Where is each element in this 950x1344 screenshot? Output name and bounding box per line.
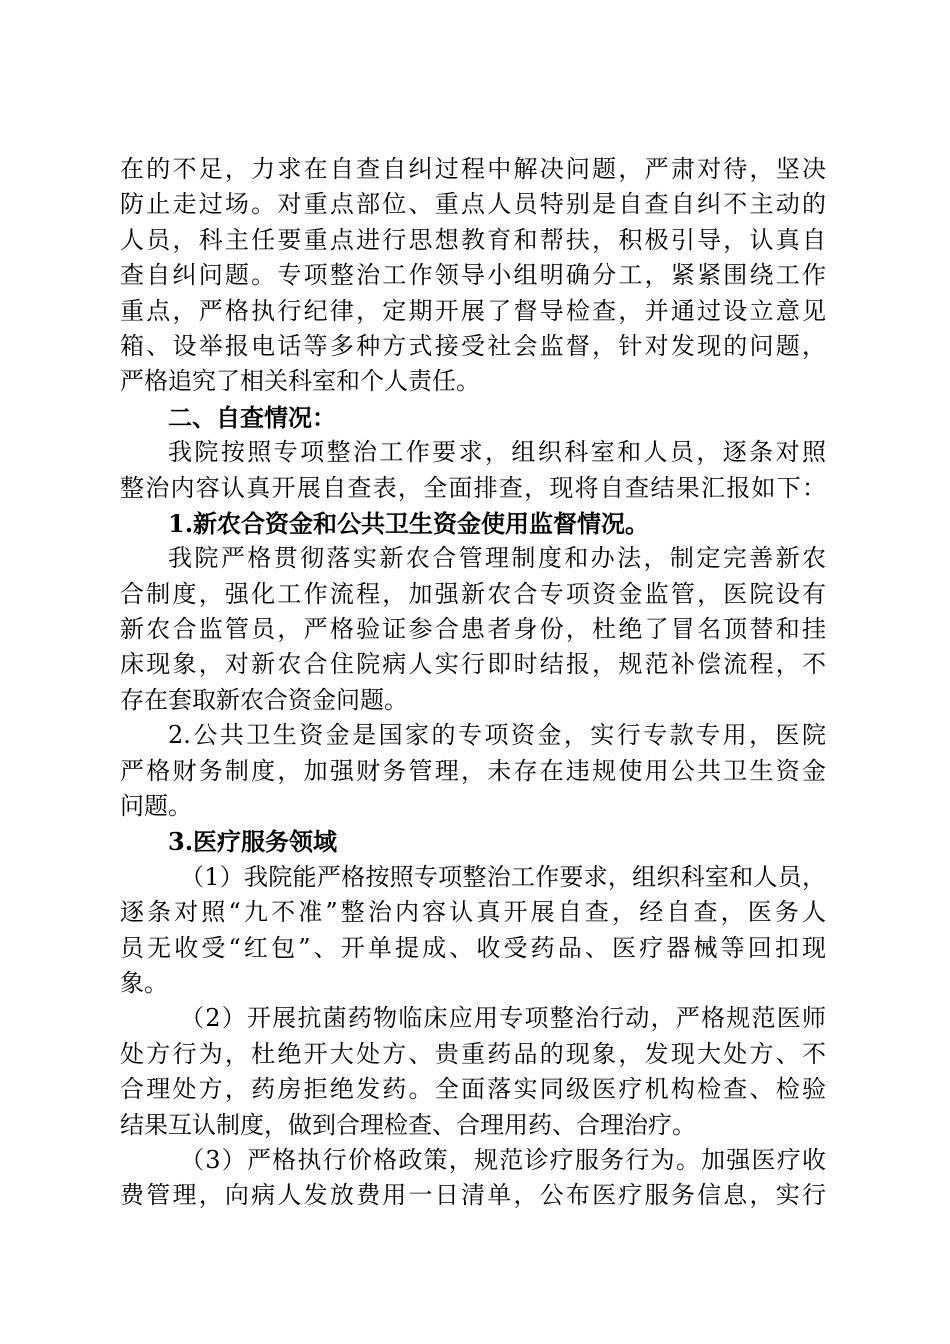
body-text-line: 严格财务制度，加强财务管理，未存在违规使用公共卫生资金 — [120, 756, 826, 785]
body-text-line: 逐条对照“九不准”整治内容认真开展自查，经自查，医务人 — [120, 898, 826, 927]
body-text-line: 在的不足，力求在自查自纠过程中解决问题，严肃对待，坚决 — [120, 155, 826, 183]
body-text-line: 床现象，对新农合住院病人实行即时结报，规范补偿流程，不 — [120, 650, 826, 679]
body-text-line: 结果互认制度，做到合理检查、合理用药、合理治疗。 — [120, 1110, 696, 1139]
body-text-line: 存在套取新农合资金问题。 — [120, 685, 408, 714]
section-heading: 二、自查情况： — [168, 402, 336, 432]
body-text-line: 合制度，强化工作流程，加强新农合专项资金监管，医院设有 — [120, 579, 826, 608]
body-text-line: 2.公共卫生资金是国家的专项资金，实行专款专用，医院 — [168, 721, 826, 750]
body-text-line: 象。 — [120, 968, 168, 997]
body-text-line: 防止走过场。对重点部位、重点人员特别是自查自纠不主动的 — [120, 190, 826, 219]
body-text-line: （2）开展抗菌药物临床应用专项整治行动，严格规范医师 — [180, 1004, 826, 1033]
body-text-line: 新农合监管员，严格验证参合患者身份，杜绝了冒名顶替和挂 — [120, 615, 826, 644]
body-text-line: 问题。 — [120, 792, 192, 821]
body-text-line: 我院严格贯彻落实新农合管理制度和办法，制定完善新农 — [168, 544, 826, 573]
body-text-line: 合理处方，药房拒绝发药。全面落实同级医疗机构检查、检验 — [120, 1075, 826, 1104]
subsection-heading: 3.医疗服务领域 — [168, 827, 338, 857]
body-text-line: 箱、设举报电话等多种方式接受社会监督，针对发现的问题， — [120, 331, 826, 360]
body-text-line: 查自纠问题。专项整治工作领导小组明确分工，紧紧围绕工作 — [120, 261, 826, 290]
subsection-heading: 1.新农合资金和公共卫生资金使用监督情况。 — [168, 508, 650, 538]
body-text-line: 严格追究了相关科室和个人责任。 — [120, 367, 480, 396]
body-text-line: 重点，严格执行纪律，定期开展了督导检查，并通过设立意见 — [120, 296, 826, 325]
body-text-line: 处方行为，杜绝开大处方、贵重药品的现象，发现大处方、不 — [120, 1039, 826, 1068]
document-body — [120, 152, 826, 1214]
body-text-line: （1）我院能严格按照专项整治工作要求，组织科室和人员， — [180, 862, 826, 891]
body-text-line: 人员，科主任要重点进行思想教育和帮扶，积极引导，认真自 — [120, 225, 826, 254]
body-text-line: （3）严格执行价格政策，规范诊疗服务行为。加强医疗收 — [180, 1145, 826, 1174]
body-text-line: 员无收受“红包”、开单提成、收受药品、医疗器械等回扣现 — [120, 933, 826, 962]
body-text-line: 费管理，向病人发放费用一日清单，公布医疗服务信息，实行 — [120, 1181, 826, 1210]
body-text-line: 整治内容认真开展自查表，全面排查，现将自查结果汇报如下： — [120, 473, 826, 502]
body-text-line: 我院按照专项整治工作要求，组织科室和人员，逐条对照 — [168, 438, 826, 467]
